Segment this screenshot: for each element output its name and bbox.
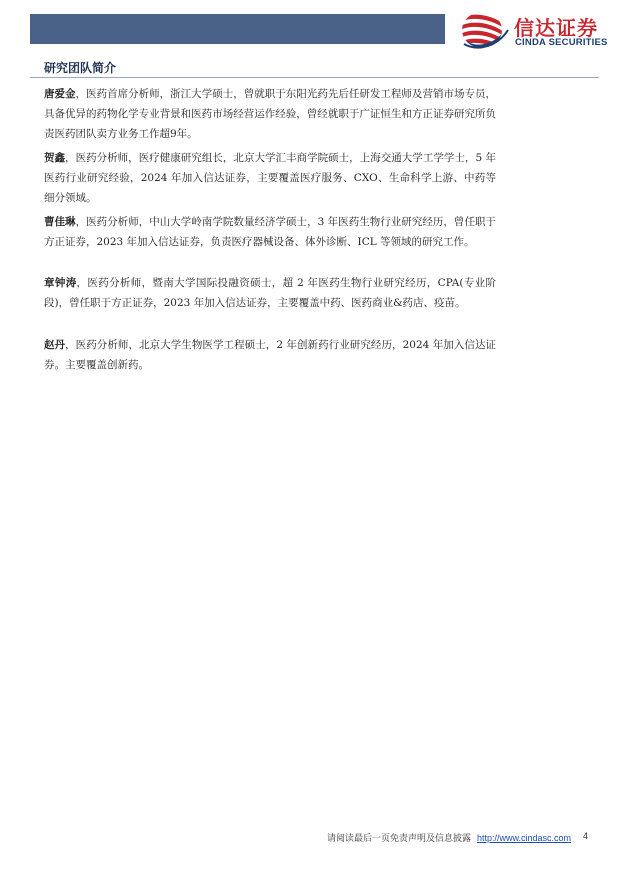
bio-paragraph: [44, 84, 496, 144]
section-title: 研究团队简介: [44, 61, 117, 75]
company-logo: [458, 10, 618, 50]
bio-name: 赵丹: [44, 339, 66, 351]
bio-text: ，医药首席分析师，浙江大学硕士，曾就职于东阳光药先后任研发工程师及营销市场专员，具备优异的药物化学专业背景和医药市场经营运作经验，曾经就职于广证恒生和方正证券研究所负责医药团队卖方业务工作超9年。: [44, 88, 497, 140]
bio-paragraph: [44, 335, 496, 375]
bio-paragraph: [44, 212, 496, 252]
page-number: 4: [583, 831, 589, 841]
logo-chinese-name: 信达证券: [514, 16, 598, 40]
footer-disclaimer: 请阅读最后一页免责声明及信息披露: [326, 834, 471, 844]
footer: [327, 831, 571, 844]
bio-name: 章钟涛: [44, 277, 77, 289]
bio-name: 曹佳琳: [44, 216, 76, 228]
bio-text: ，医药分析师，中山大学岭南学院数量经济学硕士，3 年医药生物行业研究经历，曾任职于方正证券，2023 年加入信达证券，负责医疗器械设备、体外诊断、ICL 等领域的研究工作。: [44, 216, 496, 248]
section-divider: [30, 77, 599, 78]
globe-logo-icon: [458, 10, 510, 50]
logo-english-name: CINDA SECURITIES: [515, 37, 608, 48]
bio-text: ，医药分析师，医疗健康研究组长，北京大学汇丰商学院硕士，上海交通大学工学学士，5 年医药行业研究经验，2024 年加入信达证券，主要覆盖医疗服务、CXO、生命科学上游、中药等细分领域。: [44, 152, 496, 204]
footer-website-link[interactable]: http://www.cindasc.com: [476, 833, 571, 843]
bio-text: ，医药分析师，暨南大学国际投融资硕士，超 2 年医药生物行业研究经历，CPA(专业阶段)，曾任职于方正证券，2023 年加入信达证券，主要覆盖中药、医药商业&药店、疫苗。: [44, 277, 497, 309]
bio-name: 贺鑫: [44, 152, 66, 164]
bio-paragraph: [44, 148, 496, 208]
bio-text: ，医药分析师，北京大学生物医学工程硕士，2 年创新药行业研究经历，2024 年加入信达证券。主要覆盖创新药。: [44, 339, 497, 371]
bio-name: 唐爱金: [44, 88, 76, 100]
bio-paragraph: [44, 273, 496, 313]
header-bar: [30, 14, 445, 44]
